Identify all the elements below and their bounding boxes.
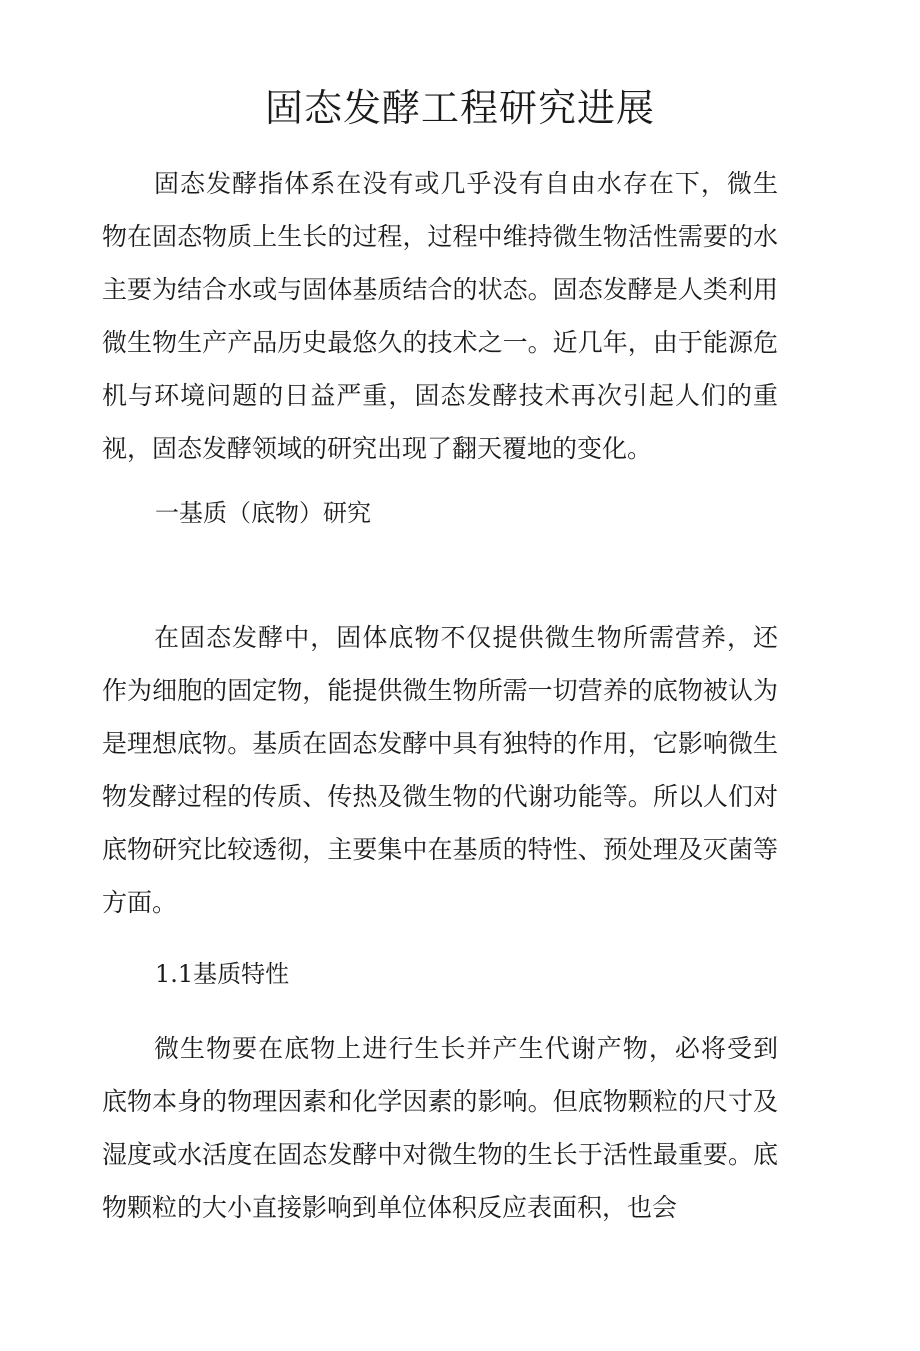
section-heading-substrate-research: 一基质（底物）研究 — [155, 499, 371, 527]
document-title: 固态发酵工程研究进展 — [264, 86, 655, 130]
substrate-properties-paragraph: 微生物要在底物上进行生长并产生代谢产物，必将受到底物本身的物理因素和化学因素的影响。但底物颗粒的尺寸及湿度或水活度在固态发酵中对微生物的生长于活性最重要。底物颗粒的大小直接影响到单位体积反应表面积，也会 — [102, 1034, 778, 1222]
subsection-heading-substrate-properties: 1.1基质特性 — [155, 960, 290, 988]
substrate-paragraph: 在固态发酵中，固体底物不仅提供微生物所需营养，还作为细胞的固定物，能提供微生物所需一切营养的底物被认为是理想底物。基质在固态发酵中具有独特的作用，它影响微生物发酵过程的传质、传热及微生物的代谢功能等。所以人们对底物研究比较透彻，主要集中在基质的特性、预处理及灭菌等方面。 — [102, 623, 778, 917]
intro-paragraph: 固态发酵指体系在没有或几乎没有自由水存在下，微生物在固态物质上生长的过程，过程中维持微生物活性需要的水主要为结合水或与固体基质结合的状态。固态发酵是人类利用微生物生产产品历史最悠久的技术之一。近几年，由于能源危机与环境问题的日益严重，固态发酵技术再次引起人们的重视，固态发酵领域的研究出现了翻天覆地的变化。 — [102, 169, 778, 463]
